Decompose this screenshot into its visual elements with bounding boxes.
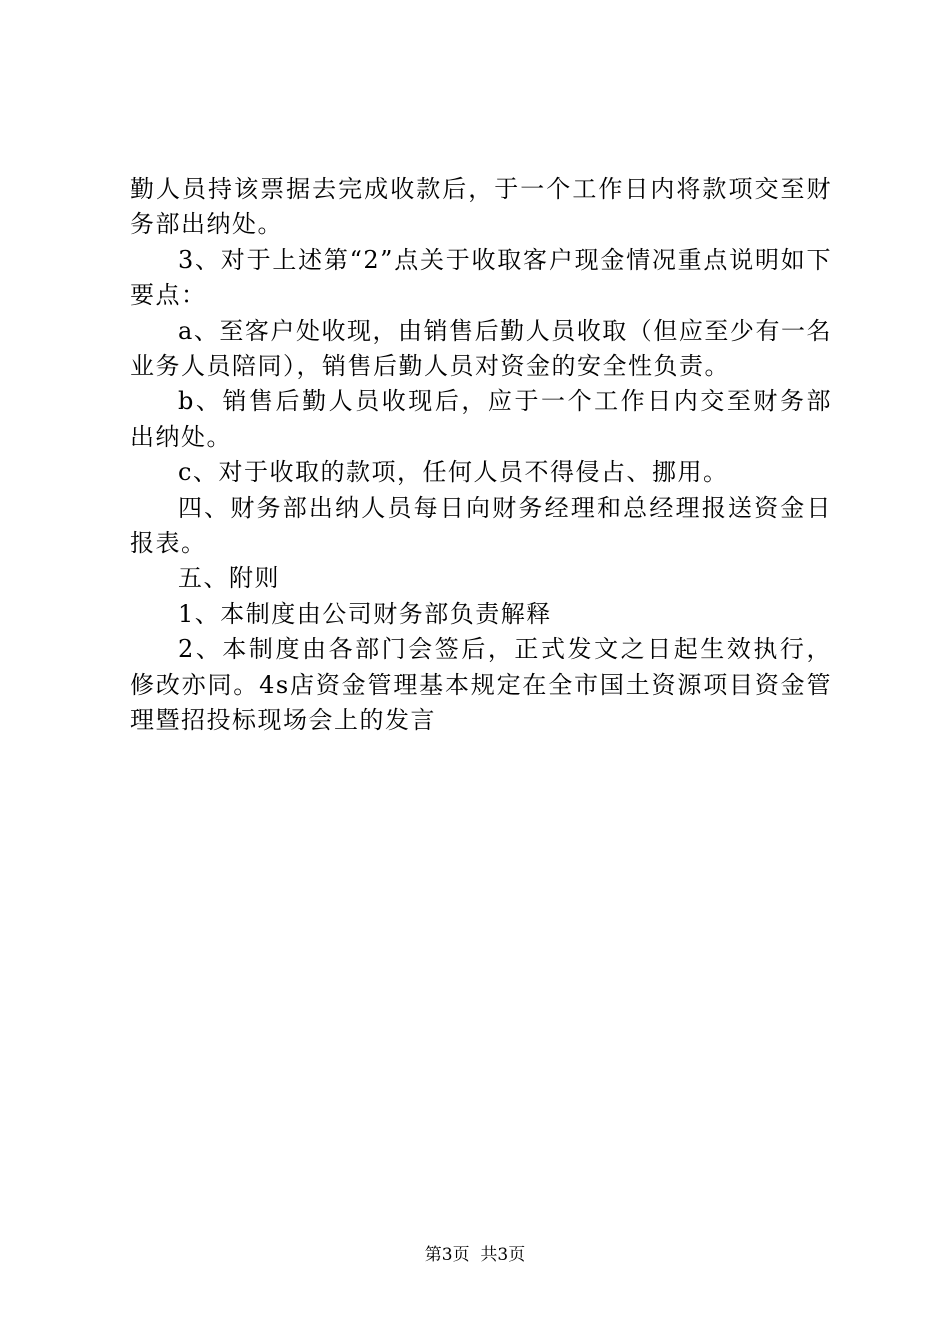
paragraph-appendix-1: 1、本制度由公司财务部负责解释 [178, 599, 552, 628]
paragraph-continuation: 勤人员持该票据去完成收款后，于一个工作日内将款项交至财务部出纳处。 [130, 175, 832, 239]
page-footer [0, 1240, 950, 1265]
paragraph-item-a: a、至客户处收现，由销售后勤人员收取（但应至少有一名业务人员陪同），销售后勤人员对资金的安全性负责。 [130, 316, 832, 381]
page-total: 共3页 [480, 1245, 526, 1265]
paragraph-appendix-2: 2、本制度由各部门会签后，正式发文之日起生效执行，修改亦同。4s店资金管理基本规定在全市国土资源项目资金管理暨招投标现场会上的发言 [130, 635, 832, 735]
paragraph-item-b: b、销售后勤人员收现后，应于一个工作日内交至财务部出纳处。 [130, 387, 832, 451]
paragraph-item-c: c、对于收取的款项，任何人员不得侵占、挪用。 [178, 458, 729, 487]
paragraph-item-3: 3、对于上述第“2”点关于收取客户现金情况重点说明如下要点： [130, 245, 832, 310]
paragraph-section-4: 四、财务部出纳人员每日向财务经理和总经理报送资金日报表。 [130, 493, 832, 558]
page-number: 第3页 [424, 1245, 470, 1265]
document-body [130, 172, 832, 739]
section-heading-appendix: 五、附则 [178, 564, 280, 593]
